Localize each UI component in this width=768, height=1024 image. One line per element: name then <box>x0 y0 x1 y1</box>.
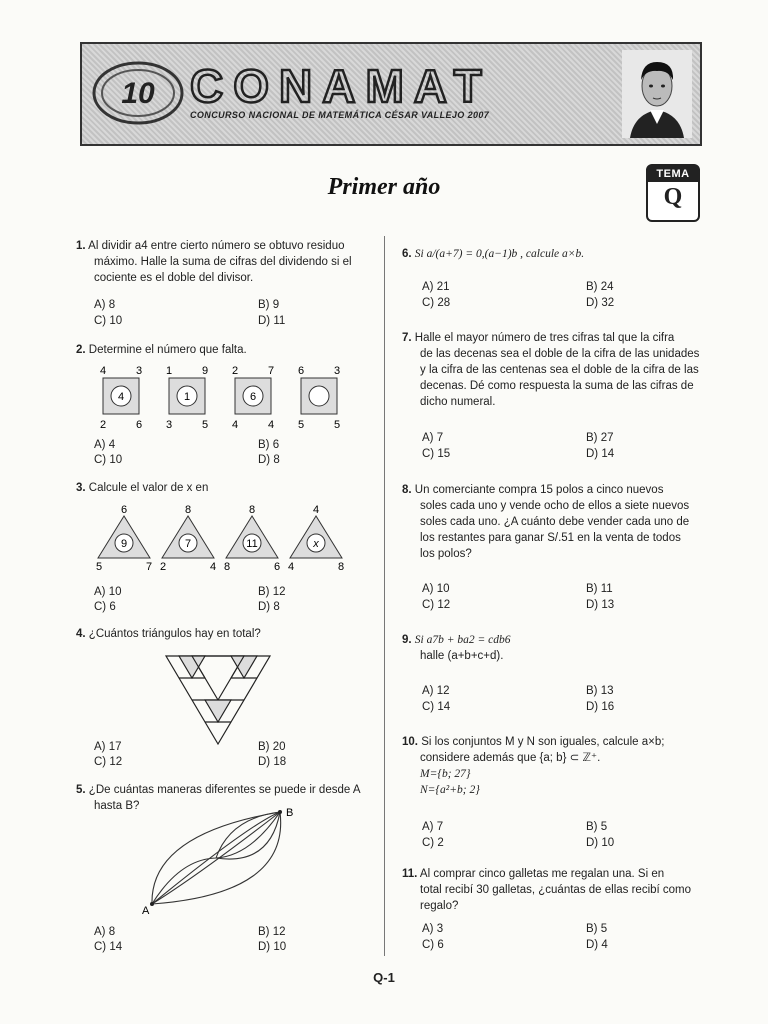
q5-paths-figure <box>140 804 310 916</box>
question-text-line: hasta B? <box>94 800 140 812</box>
q2-figure-3 <box>232 365 274 431</box>
question-number: 1. <box>76 240 86 252</box>
question-text-line: Si los conjuntos M y N son iguales, calcule a×b; <box>421 736 665 748</box>
question-text-line: decenas. Dé como respuesta la suma de las cifras de <box>420 380 694 392</box>
bottom-right-value: 4 <box>268 419 275 431</box>
question-1 <box>76 238 372 286</box>
question-text-line: ¿De cuántas maneras diferentes se puede ir desde A <box>88 784 361 796</box>
option-b: B) 5 <box>586 821 608 833</box>
question-text-line: considere además que {a; b} ⊂ ℤ⁺. <box>420 752 601 764</box>
bottom-left-value: 2 <box>160 561 167 573</box>
option-a: A) 3 <box>422 923 444 935</box>
top-value: 6 <box>120 504 128 516</box>
option-a: A) 21 <box>422 281 450 293</box>
option-d: D) 4 <box>586 939 608 951</box>
question-4 <box>76 626 372 642</box>
question-text-line: M={b; 27} <box>420 768 471 780</box>
question-text-line: ¿Cuántos triángulos hay en total? <box>88 628 261 640</box>
page-number: Q-1 <box>373 970 395 985</box>
bottom-left-value: 5 <box>298 419 305 431</box>
question-text-line: cociente es el doble del divisor. <box>94 272 254 284</box>
top-right-value: 3 <box>136 365 143 377</box>
q3-figure-1 <box>96 504 152 573</box>
option-a: A) 7 <box>422 432 444 444</box>
top-value: 8 <box>248 504 256 516</box>
option-b: B) 24 <box>586 281 614 293</box>
question-number: 10. <box>402 736 418 748</box>
bottom-right-value: 8 <box>338 561 345 573</box>
q3-figure-4 <box>288 504 344 573</box>
option-a: A) 10 <box>94 586 122 598</box>
option-c: C) 12 <box>94 756 123 768</box>
bottom-right-value: 6 <box>136 419 143 431</box>
question-number: 11. <box>402 868 418 880</box>
option-c: C) 12 <box>422 599 451 611</box>
top-value: 4 <box>312 504 320 516</box>
top-value: 8 <box>184 504 192 516</box>
question-number: 7. <box>402 332 412 344</box>
question-8 <box>402 482 702 562</box>
conamat-logo <box>190 58 550 112</box>
question-text-line: total recibí 30 galletas, ¿cuántas de ellas recibí como <box>420 884 692 896</box>
conamat-10-badge <box>90 58 186 128</box>
question-text-line: soles cada uno. ¿A cuánto debe vender cada uno de <box>420 516 690 528</box>
q4-triangle-figure <box>160 652 276 748</box>
logo-text: CONAMAT <box>190 60 492 112</box>
tema-letter: Q <box>663 184 683 210</box>
option-d: D) 8 <box>258 601 280 613</box>
bottom-left-value: 2 <box>100 419 107 431</box>
question-2 <box>76 342 372 358</box>
question-text-line: y la cifra de las centenas sea el doble de la cifra de las <box>420 364 699 376</box>
bottom-left-value: 3 <box>166 419 173 431</box>
center-value: 11 <box>246 538 258 550</box>
option-a: A) 12 <box>422 685 450 697</box>
question-text-line: Calcule el valor de x en <box>88 482 209 494</box>
badge-number: 10 <box>121 77 155 110</box>
option-c: C) 10 <box>94 315 123 327</box>
question-number: 2. <box>76 344 86 356</box>
page-title: Primer año <box>327 174 441 200</box>
question-text-line: Si a7b + ba2 = cdb6 <box>414 634 511 646</box>
center-value: 6 <box>249 391 257 403</box>
center-value: 7 <box>184 538 192 550</box>
bottom-left-value: 4 <box>232 419 239 431</box>
option-d: D) 16 <box>586 701 615 713</box>
tema-label: TEMA <box>648 166 698 182</box>
option-b: B) 12 <box>258 586 286 598</box>
option-b: B) 27 <box>586 432 614 444</box>
question-text-line: soles cada uno y vende ocho de ellos a siete nuevos <box>420 500 690 512</box>
option-c: C) 6 <box>94 601 116 613</box>
bottom-right-value: 5 <box>334 419 341 431</box>
tema-badge <box>646 164 700 222</box>
option-b: B) 5 <box>586 923 608 935</box>
header-banner <box>80 42 702 146</box>
question-text-line: regalo? <box>420 900 459 912</box>
question-number: 6. <box>402 248 412 260</box>
question-3 <box>76 480 372 496</box>
q2-figure-1 <box>100 365 142 431</box>
option-c: C) 14 <box>422 701 451 713</box>
question-text-line: dicho numeral. <box>420 396 496 408</box>
center-value: 4 <box>117 391 125 403</box>
option-d: D) 10 <box>586 837 615 849</box>
question-11 <box>402 866 702 914</box>
top-left-value: 4 <box>100 365 107 377</box>
question-text-line: halle (a+b+c+d). <box>420 650 504 662</box>
question-text-line: Si a/(a+7) = 0,(a−1)b , calcule a×b. <box>414 248 585 260</box>
question-text-line: N={a²+b; 2} <box>420 784 480 796</box>
option-c: C) 2 <box>422 837 444 849</box>
bottom-right-value: 4 <box>210 561 217 573</box>
option-d: D) 8 <box>258 454 280 466</box>
bottom-right-value: 5 <box>202 419 209 431</box>
question-text-line: Determine el número que falta. <box>88 344 247 356</box>
option-b: B) 11 <box>586 583 613 595</box>
q3-figure-3 <box>224 504 280 573</box>
center-value: x <box>313 538 319 550</box>
option-d: D) 11 <box>258 315 286 327</box>
top-right-value: 3 <box>334 365 341 377</box>
question-text-line: de las decenas sea el doble de la cifra de las unidades <box>420 348 700 360</box>
question-10 <box>402 734 702 798</box>
q2-figures <box>90 362 360 432</box>
center-value: 1 <box>183 391 191 403</box>
top-right-value: 9 <box>202 365 209 377</box>
bottom-left-value: 4 <box>288 561 295 573</box>
point-a-label: A <box>142 905 150 916</box>
bottom-right-value: 6 <box>274 561 281 573</box>
question-6 <box>402 246 702 262</box>
option-b: B) 6 <box>258 439 280 451</box>
option-c: C) 28 <box>422 297 451 309</box>
question-number: 5. <box>76 784 86 796</box>
option-d: D) 32 <box>586 297 615 309</box>
option-b: B) 20 <box>258 741 286 753</box>
option-b: B) 9 <box>258 299 280 311</box>
option-a: A) 4 <box>94 439 116 451</box>
option-c: C) 6 <box>422 939 444 951</box>
bottom-left-value: 5 <box>96 561 103 573</box>
option-a: A) 7 <box>422 821 444 833</box>
option-b: B) 12 <box>258 926 286 938</box>
question-text-line: máximo. Halle la suma de cifras del dividendo si el <box>94 256 352 268</box>
q2-figure-4 <box>298 365 340 431</box>
option-c: C) 15 <box>422 448 451 460</box>
portrait-image <box>622 50 692 138</box>
header-subtitle: CONCURSO NACIONAL DE MATEMÁTICA CÉSAR VALLEJO 2007 <box>190 110 490 120</box>
option-d: D) 14 <box>586 448 615 460</box>
question-number: 9. <box>402 634 412 646</box>
question-text-line: los polos? <box>420 548 472 560</box>
option-a: A) 17 <box>94 741 122 753</box>
q3-figure-2 <box>160 504 216 573</box>
question-number: 4. <box>76 628 86 640</box>
column-divider <box>384 236 385 956</box>
question-text-line: Al dividir a4 entre cierto número se obtuvo residuo <box>88 240 345 252</box>
point-b-label: B <box>286 807 294 819</box>
option-a: A) 8 <box>94 299 116 311</box>
question-number: 8. <box>402 484 412 496</box>
question-text-line: los restantes para ganar S/.51 en la venta de todos <box>420 532 681 544</box>
center-value: 9 <box>120 538 128 550</box>
top-left-value: 1 <box>166 365 173 377</box>
top-left-value: 2 <box>232 365 239 377</box>
option-a: A) 8 <box>94 926 116 938</box>
option-c: C) 10 <box>94 454 123 466</box>
option-d: D) 18 <box>258 756 287 768</box>
question-9 <box>402 632 702 664</box>
question-number: 3. <box>76 482 86 494</box>
q2-figure-2 <box>166 365 208 431</box>
top-right-value: 7 <box>268 365 275 377</box>
option-c: C) 14 <box>94 941 123 953</box>
option-d: D) 13 <box>586 599 615 611</box>
q3-figures <box>90 502 360 574</box>
question-text-line: Al comprar cinco galletas me regalan una. Si en <box>419 868 665 880</box>
option-a: A) 10 <box>422 583 450 595</box>
bottom-left-value: 8 <box>224 561 231 573</box>
bottom-right-value: 7 <box>146 561 153 573</box>
top-left-value: 6 <box>298 365 305 377</box>
option-b: B) 13 <box>586 685 614 697</box>
question-text-line: Halle el mayor número de tres cifras tal que la cifra <box>414 332 675 344</box>
option-d: D) 10 <box>258 941 287 953</box>
question-text-line: Un comerciante compra 15 polos a cinco nuevos <box>414 484 664 496</box>
question-7 <box>402 330 702 410</box>
